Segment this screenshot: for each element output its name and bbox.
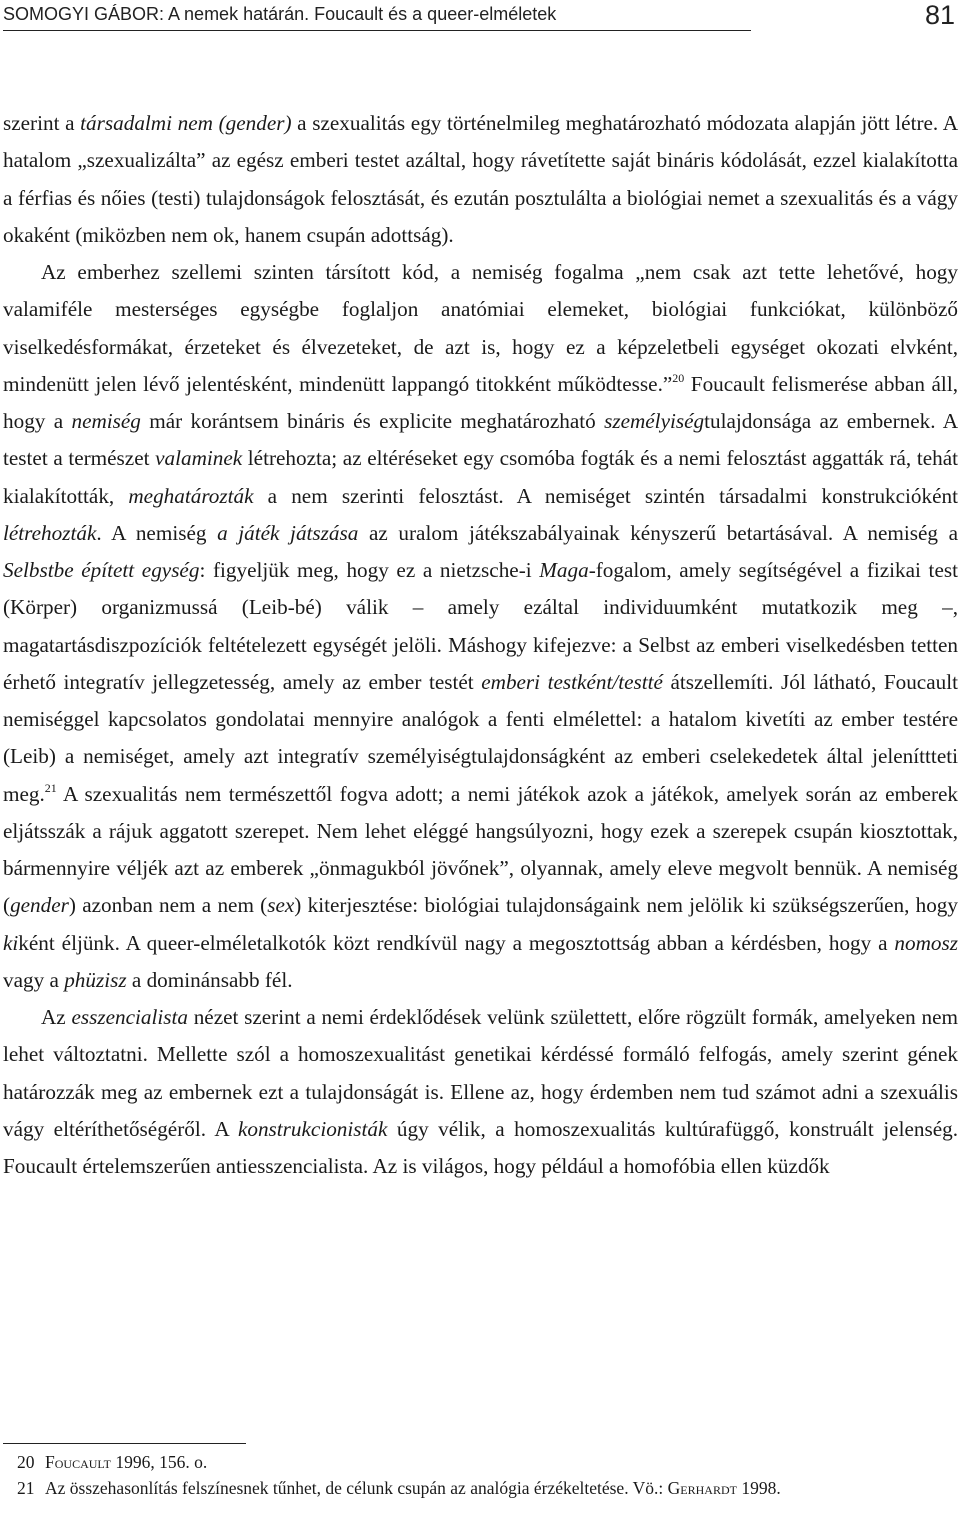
text-run: nézet szerint a nemi érdeklődések velünk születtett, előre rögzült formák, amelyeken nem lehet változtatni. Mellette szól a homoszexualitást genetikai kérdéssé formáló felfogás, amely szerint gének határozzák meg az embernek ezt a tulajdonságát is. Ellene az, hogy érdemben nem tud számot adni a szexuális vágy eltéríthetőségéről. A — [3, 1005, 958, 1141]
text-run: -fogalom, amely segítségével a fizikai test (Körper) organizmussá (Leib-bé) válik – amely ezáltal individuumként mutatkozik meg –, magatartásdiszpozíciók feltételezett egységét jelöli. Máshogy kifejezve: a Selbst az emberi viselkedésben tetten érhető integratív jellegzetesség, amely az ember testét — [3, 558, 958, 694]
text-run: már korántsem bináris és explicite meghatározható — [140, 409, 605, 433]
italic-text: konstrukcionisták — [237, 1116, 388, 1141]
italic-text: phüzisz — [64, 967, 127, 992]
text-run: ) azonban nem a nem ( — [68, 893, 268, 918]
text-run: 1996, 156. o. — [110, 1452, 208, 1472]
text-run: Az emberhez szellemi szinten társított kód, a nemiség fogalma „nem csak azt tette lehetővé, hogy valamiféle mesterséges egységbe foglaljon anatómiai elemeket, biológiai funkciókat, különböző viselkedésformákat, érzeteket és élvezeteket, de azt is, hogy ez a képzeletbeli egységet okozati elvként, mindenütt jelen lévő jelentésként, mindenütt lappangó titokként működtesse.” — [3, 260, 958, 396]
footnote-number: 21 — [17, 1478, 35, 1498]
italic-text: sex — [267, 893, 295, 918]
header-rule — [3, 30, 751, 31]
text-run: a nem szerinti felosztást. A nemiséget szintén társadalmi konstrukcióként — [253, 483, 958, 508]
text-run: A szexualitás nem természettől fogva adott; a nemi játékok azok a játékok, amelyek során az emberek eljátsszák a rájuk aggatott szerepet. Nem lehet eléggé hangsúlyozni, hogy ezek a szerepek csupán kiosztottak, bármennyire véljék azt az emberek „önmagukból jövőnek”, olyannak, amely eleve megvolt bennük. A nemiség ( — [3, 781, 958, 918]
italic-text: emberi testként/testté — [481, 669, 663, 694]
italic-text: gender — [10, 893, 69, 918]
text-run: ) kiterjesztése: biológiai tulajdonságaink nem jelölik ki szükségszerűen, hogy — [294, 893, 958, 918]
footnote — [3, 1449, 958, 1475]
italic-text: Maga — [539, 558, 589, 582]
text-run: a szexualitás egy történelmileg meghatározható módozata alapján jött létre. A hatalom „szexualizálta” az egész emberi testet azáltal, hogy rávetítette saját bináris kódolását, ezzel kialakította a férfias és nőies (testi) tulajdonságok felosztását, és ezután posztulálta a biológiai nemet a szexualitás és a vágy okaként (miközben nem ok, hanem csupán adottság). — [3, 111, 958, 247]
page-header — [3, 0, 955, 34]
footnote — [3, 1475, 958, 1501]
footnote-text — [45, 1475, 958, 1501]
text-run: az uralom játékszabályainak kényszerű betartásával. A nemiség a — [358, 520, 958, 545]
text-run: . A nemiség — [96, 520, 218, 545]
text-run: Az — [41, 1005, 72, 1029]
author-name: Gerhardt — [667, 1478, 737, 1498]
footnote-rule — [3, 1443, 246, 1444]
italic-text: nemiség — [71, 409, 141, 433]
text-run: Foucault felismerése abban áll, hogy a — [3, 371, 958, 433]
text-run: szerint a — [3, 111, 81, 135]
italic-text: személyiség — [604, 409, 705, 433]
body-text — [3, 105, 958, 1185]
italic-text: valaminek — [155, 446, 243, 471]
footnote-text — [45, 1449, 958, 1475]
text-run: : figyeljük meg, hogy ez a nietzsche-i — [199, 558, 540, 582]
page-number: 81 — [924, 0, 955, 30]
running-title: SOMOGYI GÁBOR: A nemek határán. Foucault és a queer-elméletek — [3, 4, 557, 24]
text-run: átszellemíti. Jól látható, Foucault nemiséggel kapcsolatos gondolatai mennyire analógok a fenti elmélettel: a hatalom kivetíti az ember testére (Leib) a nemiséget, amely azt integratív személyiségtulajdonságként az emberi cselekedetek által jeleníttteti meg. — [3, 669, 958, 806]
text-run: létrehozta; az eltéréseket egy csomóba fogták és a nemi felosztást aggatták rá, tehát kialakították, — [3, 446, 958, 508]
italic-text: nomosz — [894, 930, 958, 955]
italic-text: meghatározták — [128, 483, 254, 508]
paragraph — [3, 105, 958, 254]
text-run: tulajdonsága az embernek. A testet a természet — [3, 409, 958, 471]
text-run: 1998. — [736, 1478, 781, 1498]
text-run: a dominánsabb fél. — [126, 967, 293, 992]
paragraph — [3, 254, 958, 999]
text-run: vagy a — [3, 967, 65, 992]
italic-text: létrehozták — [3, 520, 97, 545]
italic-text: Selbstbe épített egység — [3, 558, 200, 582]
text-run: Az összehasonlítás felszínesnek tűnhet, de célunk csupán az analógia érzékeltetése. Vö.: — [45, 1478, 668, 1498]
text-run: úgy vélik, a homoszexualitás kultúrafüggő, konstruált jelenség. Foucault értelemszerűen antiesszencialista. Az is világos, hogy például a homofóbia ellen küzdők — [3, 1116, 959, 1178]
italic-text: ki — [3, 930, 19, 955]
footnotes — [3, 1449, 958, 1501]
footnote-ref: 21 — [44, 780, 57, 795]
text-run: ként éljünk. A queer-elméletalkotók közt rendkívül nagy a megosztottság abban a kérdésben, hogy a — [18, 930, 895, 955]
italic-text: társadalmi nem (gender) — [80, 111, 292, 135]
italic-text: a játék játszása — [217, 520, 359, 545]
italic-text: esszencialista — [71, 1005, 188, 1029]
paragraph — [3, 999, 958, 1185]
footnote-number: 20 — [17, 1452, 35, 1472]
author-name: Foucault — [45, 1452, 111, 1472]
footnote-ref: 20 — [672, 370, 685, 385]
